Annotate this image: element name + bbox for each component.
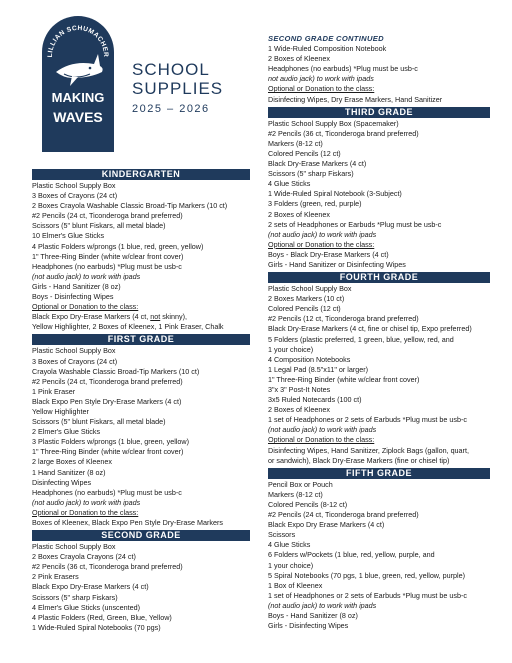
supply-item: 1" Three-Ring Binder (white w/clear front cover) (268, 374, 420, 384)
second-continued-list (268, 44, 490, 84)
supply-item: 1" Three-Ring Binder (white w/clear front cover) (32, 447, 184, 457)
supply-item: #2 Pencils (24 ct, Ticonderoga brand preferred) (32, 376, 183, 386)
left-column (32, 167, 250, 633)
supply-item: Black Expo Pen Style Dry-Erase Markers (4 ct) (32, 396, 182, 406)
first-grade-optional-1: Boxes of Kleenex, Black Expo Pen Style Dry-Erase Markers (32, 518, 223, 527)
supply-item: Boys - Disinfecting Wipes (32, 292, 114, 302)
supply-item: 1 Wide-Ruled Spiral Notebook (3-Subject) (268, 189, 402, 199)
fourth-grade-list (268, 284, 490, 435)
supply-item: Scissors (268, 530, 296, 540)
supply-item: 10 Elmer's Glue Sticks (32, 231, 105, 241)
supply-item: Markers (8-12 ct) (268, 489, 323, 499)
supply-item: 4 Composition Notebooks (268, 354, 351, 364)
second-continued-heading: SECOND GRADE CONTINUED (268, 34, 384, 43)
supply-item: 2 Boxes of Kleenex (268, 405, 330, 415)
supply-item: 4 Glue Sticks (268, 179, 311, 189)
logo-line1: MAKING (51, 90, 105, 105)
third-grade-optional-1: Boys - Black Dry-Erase Markers (4 ct) (268, 249, 389, 259)
supply-item: Scissors (5" blunt Fiskars, all metal blade) (32, 417, 166, 427)
supply-item: not audio jack) to work with ipads (268, 74, 374, 84)
supply-item: Headphones (no earbuds) *Plug must be usb-c (32, 487, 182, 497)
school-year: 2025 – 2026 (132, 103, 210, 115)
supply-item: (not audio jack) to work with ipads (32, 497, 141, 507)
supply-item: 1 Hand Sanitizer (8 oz) (32, 467, 106, 477)
kindergarten-optional-2: Yellow Highlighter, 2 Boxes of Kleenex, 1 Pink Eraser, Chalk (32, 322, 224, 332)
supply-item: Girls - Hand Sanitizer (8 oz) (32, 281, 121, 291)
supply-item: 2 Pink Erasers (32, 572, 79, 582)
supply-item: (not audio jack) to work with ipads (32, 271, 141, 281)
supply-item: 6 Folders w/Pockets (1 blue, red, yellow, purple, and (268, 550, 435, 560)
fifth-grade-section (268, 468, 490, 631)
supply-item: 2 Boxes Markers (10 ct) (268, 294, 345, 304)
supply-item: Black Dry-Erase Markers (4 ct, fine or chisel tip, Expo preferred) (268, 324, 472, 334)
supply-item: 3x5 Ruled Notecards (100 ct) (268, 395, 362, 405)
supply-item: Colored Pencils (8-12 ct) (268, 499, 348, 509)
supply-item: Plastic School Supply Box (Spacemaker) (268, 118, 399, 128)
supply-item: Headphones (no earbuds) *Plug must be usb-c (32, 261, 182, 271)
supply-item: 4 Elmer's Glue Sticks (unscented) (32, 602, 141, 612)
supply-item: 5 Folders (plastic preferred, 1 green, blue, yellow, red, and (268, 334, 454, 344)
second-continued-optional-label: Optional or Donation to the class: (268, 84, 375, 94)
fifth-grade-heading: FIFTH GRADE (268, 468, 490, 479)
supply-item: 1 your choice) (268, 560, 314, 570)
right-column (268, 34, 490, 631)
supply-item: 3"x 3" Post-It Notes (268, 385, 331, 394)
supply-item: 3 Boxes of Crayons (24 ct) (32, 191, 118, 201)
logo-line2: WAVES (53, 109, 103, 125)
title-line1: SCHOOL (132, 60, 210, 79)
fifth-grade-list (268, 480, 490, 631)
supply-item: Scissors (5" blunt Fiskars, all metal blade) (32, 221, 166, 231)
supply-item: Colored Pencils (12 ct) (268, 304, 341, 314)
supply-item: Black Expo Dry-Erase Markers (4 ct) (32, 582, 149, 592)
third-grade-optional-label: Optional or Donation to the class: (268, 239, 375, 249)
supply-item: Scissors (5" sharp Fiskars) (32, 592, 118, 602)
supply-item: Black Expo Dry Erase Markers (4 ct) (268, 520, 385, 530)
supply-item: 1" Three-Ring Binder (white w/clear front cover) (32, 251, 184, 261)
supply-item: 2 Boxes of Kleenex (268, 54, 330, 64)
kindergarten-section (32, 169, 250, 332)
supply-item: 4 Plastic Folders (Red, Green, Blue, Yellow) (32, 612, 172, 622)
third-grade-list (268, 119, 490, 240)
kindergarten-optional-label: Optional or Donation to the class: (32, 302, 139, 312)
second-grade-heading: SECOND GRADE (32, 530, 250, 541)
supply-item: 3 Folders (green, red, purple) (268, 199, 362, 209)
supply-item: #2 Pencils (36 ct, Ticonderoga brand preferred) (268, 128, 419, 138)
third-grade-section (268, 107, 490, 270)
supply-item: 2 sets of Headphones or Earbuds *Plug must be usb-c (268, 219, 442, 229)
supply-item: #2 Pencils (36 ct, Ticonderoga brand preferred) (32, 562, 183, 572)
supply-item: 1 Legal Pad (8.5"x11" or larger) (268, 364, 369, 374)
third-grade-heading: THIRD GRADE (268, 107, 490, 118)
supply-item: 1 Wide-Ruled Composition Notebook (268, 44, 387, 54)
supply-item: #2 Pencils (12 ct, Ticonderoga brand preferred) (268, 314, 419, 324)
title-line2: SUPPLIES (132, 79, 224, 98)
supply-item: 2 Elmer's Glue Sticks (32, 427, 101, 437)
supply-item: 1 Box of Kleenex (268, 580, 323, 590)
supply-item: Plastic School Supply Box (32, 542, 116, 552)
supply-item: Markers (8-12 ct) (268, 138, 323, 148)
school-logo (42, 16, 114, 152)
third-grade-optional-2: Girls - Hand Sanitizer or Disinfecting Wipes (268, 259, 406, 269)
supply-item: Pencil Box or Pouch (268, 479, 333, 489)
supply-item: Crayola Washable Classic Broad-Tip Markers (10 ct) (32, 366, 200, 376)
supply-item: Plastic School Supply Box (32, 181, 116, 190)
supply-item: 3 Plastic Folders w/prongs (1 blue, green, yellow) (32, 437, 189, 447)
logo-arc-text: LILLIAN SCHUMACHER (46, 24, 110, 58)
first-grade-heading: FIRST GRADE (32, 334, 250, 345)
fourth-grade-optional-label: Optional or Donation to the class: (268, 435, 375, 445)
supply-item: 4 Glue Sticks (268, 540, 311, 550)
first-grade-section (32, 334, 250, 528)
supply-item: (not audio jack) to work with ipads (268, 229, 377, 239)
supply-item: 1 set of Headphones or 2 sets of Earbuds *Plug must be usb-c (268, 590, 467, 600)
supply-item: Girls - Disinfecting Wipes (268, 621, 349, 631)
supply-item: Plastic School Supply Box (268, 284, 352, 294)
optional-text: skinny), (160, 312, 187, 322)
second-grade-list (32, 542, 250, 633)
supply-item: Disinfecting Wipes (32, 477, 92, 487)
supply-item: 2 Boxes Crayola Washable Classic Broad-Tip Markers (10 ct) (32, 201, 228, 211)
supply-item: Colored Pencils (12 ct) (268, 148, 341, 158)
second-grade-section (32, 530, 250, 633)
supply-item: Boys - Hand Sanitizer (8 oz) (268, 610, 358, 620)
supply-item: Yellow Highlighter (32, 406, 89, 416)
supply-item: (not audio jack) to work with ipads (268, 425, 377, 435)
first-grade-list (32, 346, 250, 508)
supply-item: 1 Wide-Ruled Spiral Notebooks (70 pgs) (32, 622, 161, 632)
fourth-grade-heading: FOURTH GRADE (268, 272, 490, 283)
supply-item: (not audio jack) to work with ipads (268, 600, 377, 610)
optional-emphasis: not (150, 312, 161, 322)
kindergarten-heading: KINDERGARTEN (32, 169, 250, 180)
supply-item: 5 Spiral Notebooks (70 pgs, 1 blue, green, red, yellow, purple) (268, 570, 465, 580)
supply-item: 4 Plastic Folders w/prongs (1 blue, red, green, yellow) (32, 241, 204, 251)
supply-item: Scissors (5" sharp Fiskars) (268, 169, 354, 179)
first-grade-optional-label: Optional or Donation to the class: (32, 507, 139, 517)
supply-item: Headphones (no earbuds) *Plug must be usb-c (268, 64, 418, 74)
fourth-grade-section (268, 272, 490, 466)
supply-item: #2 Pencils (24 ct, Ticonderoga brand preferred) (268, 510, 419, 520)
supply-item: 1 set of Headphones or 2 sets of Earbuds *Plug must be usb-c (268, 415, 467, 425)
supply-item: Black Dry-Erase Markers (4 ct) (268, 159, 367, 169)
supply-item: Plastic School Supply Box (32, 346, 116, 356)
supply-item: 2 Boxes Crayola Crayons (24 ct) (32, 552, 136, 562)
supply-item: 1 your choice) (268, 344, 314, 354)
supply-item: 2 large Boxes of Kleenex (32, 457, 112, 467)
optional-text: Black Expo Dry-Erase Markers (4 ct, (32, 312, 151, 322)
kindergarten-list (32, 181, 250, 302)
page-title (132, 60, 223, 117)
fourth-grade-optional-1: Disinfecting Wipes, Hand Sanitizer, Ziplock Bags (gallon, quart, (268, 445, 469, 455)
fourth-grade-optional-2: or sandwich), Black Dry-Erase Markers (fine or chisel tip) (268, 455, 450, 465)
logo-badge (42, 16, 114, 152)
second-continued-section (268, 34, 490, 105)
supply-item: 2 Boxes of Kleenex (268, 209, 330, 219)
kindergarten-optional-1 (32, 312, 250, 322)
supply-item: 3 Boxes of Crayons (24 ct) (32, 356, 118, 366)
supply-item: 1 Pink Eraser (32, 386, 76, 396)
second-continued-optional-1: Disinfecting Wipes, Dry Erase Markers, Hand Sanitizer (268, 94, 443, 104)
supply-item: #2 Pencils (24 ct, Ticonderoga brand preferred) (32, 211, 183, 221)
